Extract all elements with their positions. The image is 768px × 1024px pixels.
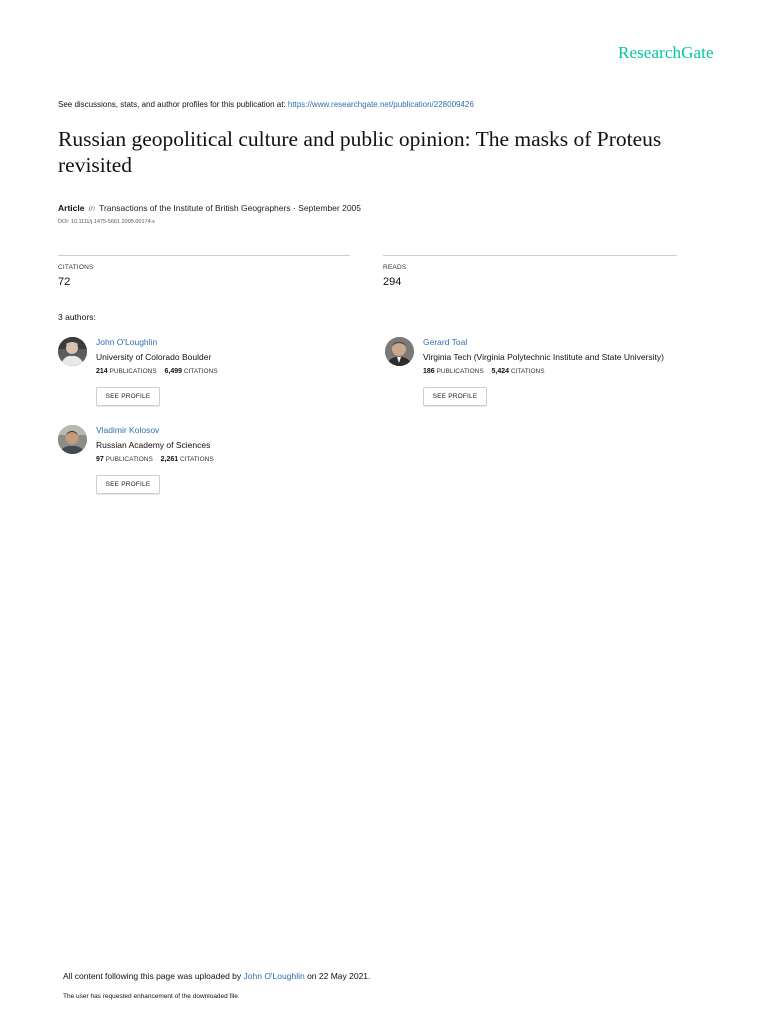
author-name-link[interactable]: Gerard Toal bbox=[423, 337, 468, 347]
see-discussions-line bbox=[58, 100, 474, 109]
author-publications-label: PUBLICATIONS bbox=[109, 368, 157, 375]
see-discussions-text: See discussions, stats, and author profiles for this publication at: bbox=[58, 100, 286, 109]
author-stats bbox=[96, 368, 218, 375]
in-word: in bbox=[88, 203, 96, 213]
publication-doi: DOI: 10.1111/j.1475-5661.2005.00174.x bbox=[58, 219, 155, 225]
upload-notice bbox=[63, 971, 370, 981]
publication-type: Article bbox=[58, 203, 85, 213]
researchgate-logo[interactable]: ResearchGate bbox=[618, 43, 714, 62]
author-name-link[interactable]: Vladimir Kolosov bbox=[96, 425, 160, 435]
reads-count: 294 bbox=[383, 276, 402, 288]
author-publications-count: 186 bbox=[423, 368, 435, 375]
see-profile-button[interactable]: SEE PROFILE bbox=[423, 387, 487, 406]
citations-divider bbox=[58, 255, 350, 256]
author-publications-count: 97 bbox=[96, 456, 104, 463]
authors-heading: 3 authors: bbox=[58, 312, 96, 322]
see-profile-button[interactable]: SEE PROFILE bbox=[96, 387, 160, 406]
author-avatar[interactable] bbox=[385, 337, 414, 366]
upload-notice-prefix: All content following this page was uploaded by bbox=[63, 971, 242, 981]
author-institution: Virginia Tech (Virginia Polytechnic Institute and State University) bbox=[423, 352, 664, 362]
author-citations-count: 2,261 bbox=[160, 456, 179, 463]
publication-venue-date: Transactions of the Institute of British Geographers · September 2005 bbox=[99, 203, 361, 213]
author-citations-label: CITATIONS bbox=[179, 456, 214, 463]
enhancement-note: The user has requested enhancement of the downloaded file. bbox=[63, 993, 240, 1000]
reads-divider bbox=[383, 255, 677, 256]
author-publications-label: PUBLICATIONS bbox=[436, 368, 484, 375]
author-citations-count: 5,424 bbox=[491, 368, 510, 375]
citations-count: 72 bbox=[58, 276, 71, 288]
author-citations-label: CITATIONS bbox=[510, 368, 545, 375]
author-institution: Russian Academy of Sciences bbox=[96, 440, 211, 450]
author-publications-label: PUBLICATIONS bbox=[105, 456, 153, 463]
author-citations-count: 6,499 bbox=[164, 368, 183, 375]
reads-label: READS bbox=[383, 264, 407, 271]
author-name-link[interactable]: John O'Loughlin bbox=[96, 337, 158, 347]
author-avatar[interactable] bbox=[58, 337, 87, 366]
upload-notice-suffix: on 22 May 2021. bbox=[307, 971, 371, 981]
uploader-link[interactable]: John O'Loughlin bbox=[243, 971, 305, 981]
author-publications-count: 214 bbox=[96, 368, 108, 375]
publication-title: Russian geopolitical culture and public opinion: The masks of Proteus revisited bbox=[58, 127, 662, 177]
publication-meta bbox=[58, 203, 361, 213]
author-avatar[interactable] bbox=[58, 425, 87, 454]
author-citations-label: CITATIONS bbox=[183, 368, 218, 375]
publication-url-link[interactable]: https://www.researchgate.net/publication/228009426 bbox=[287, 100, 474, 109]
see-profile-button[interactable]: SEE PROFILE bbox=[96, 475, 160, 494]
author-stats bbox=[96, 456, 214, 463]
author-stats bbox=[423, 368, 545, 375]
citations-label: CITATIONS bbox=[58, 264, 94, 271]
author-institution: University of Colorado Boulder bbox=[96, 352, 212, 362]
